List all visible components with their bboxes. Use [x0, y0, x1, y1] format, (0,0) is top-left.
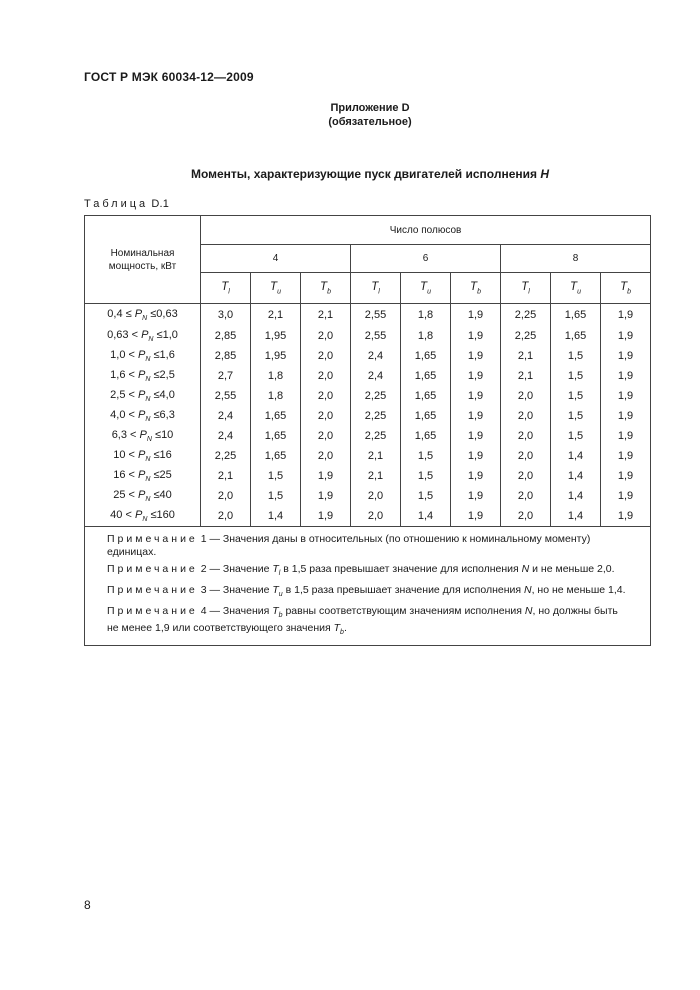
torque-symbol-header [601, 273, 651, 304]
range-op-high: ≤ [153, 408, 160, 421]
value-cell: 1,9 [451, 366, 501, 386]
value-cell: 1,95 [251, 346, 301, 366]
symbol-subscript: u [427, 288, 431, 296]
heading-design: H [540, 167, 550, 181]
power-symbol [138, 388, 151, 404]
range-op-low: < [128, 368, 135, 381]
range-op-high: ≤ [153, 488, 160, 501]
value-cell: 1,9 [601, 386, 651, 406]
power-symbol-letter: P [138, 468, 146, 481]
value-cell: 1,5 [401, 486, 451, 506]
value-cell: 1,9 [451, 466, 501, 486]
range-low: 10 [113, 448, 126, 461]
value-cell: 1,9 [601, 466, 651, 486]
value-cell: 1,4 [551, 486, 601, 506]
power-symbol [134, 307, 148, 323]
symbol-subscript: l [228, 288, 230, 296]
annex-status: (обязательное) [328, 116, 412, 128]
value-cell: 2,0 [201, 486, 251, 506]
note [107, 584, 632, 601]
range-op-low: ≤ [125, 307, 132, 320]
range-low: 40 [110, 508, 123, 521]
value-cell: 1,5 [401, 466, 451, 486]
torque-symbol-header [201, 273, 251, 304]
value-cell: 1,9 [601, 446, 651, 466]
value-cell: 1,8 [251, 366, 301, 386]
range-high: 2,5 [159, 368, 175, 381]
value-cell: 1,8 [251, 386, 301, 406]
torque-symbol [371, 280, 380, 296]
torque-symbol [521, 280, 530, 296]
torque-symbol [270, 280, 281, 296]
range-op-high: ≤ [153, 348, 160, 361]
note-text: . [343, 622, 347, 635]
torque-symbol [320, 280, 331, 296]
value-cell: 2,0 [301, 346, 351, 366]
note [107, 533, 632, 559]
symbol-letter: T [333, 622, 341, 635]
value-cell: 2,1 [351, 446, 401, 466]
pole-group-header: 4 [201, 245, 351, 273]
value-cell: 1,5 [251, 466, 301, 486]
torque-symbol [470, 280, 481, 296]
value-cell: 1,65 [251, 446, 301, 466]
range-high: 4,0 [159, 388, 175, 401]
table-row [85, 406, 651, 426]
power-symbol-letter: P [138, 348, 146, 361]
value-cell: 1,65 [401, 346, 451, 366]
symbol-letter: T [272, 605, 279, 618]
value-cell: 1,9 [601, 406, 651, 426]
note-number: 4 [200, 605, 207, 618]
note-number: 2 [200, 563, 207, 575]
table-row [85, 304, 651, 327]
value-cell: 2,1 [301, 304, 351, 327]
value-cell: 1,9 [601, 486, 651, 506]
range-low: 1,0 [110, 348, 126, 361]
range-op-low: < [128, 348, 135, 361]
symbol-subscript: b [627, 288, 631, 296]
power-symbol-subscript: N [148, 336, 154, 344]
torque-symbol-header [551, 273, 601, 304]
value-cell: 2,25 [351, 406, 401, 426]
power-range-cell [85, 346, 201, 366]
value-cell: 2,0 [501, 506, 551, 527]
value-cell: 1,9 [451, 426, 501, 446]
table-notes [85, 527, 651, 646]
range-high: 25 [159, 468, 172, 481]
table-row [85, 486, 651, 506]
value-cell: 1,9 [451, 486, 501, 506]
table-caption-number: D.1 [151, 198, 170, 210]
value-cell: 2,25 [501, 304, 551, 327]
value-cell: 2,0 [301, 446, 351, 466]
table-row [85, 506, 651, 527]
symbol-letter: T [521, 280, 529, 293]
value-cell: 1,9 [301, 486, 351, 506]
power-symbol-subscript: N [145, 456, 151, 464]
table-row [85, 466, 651, 486]
range-high: 16 [159, 448, 172, 461]
value-cell: 2,1 [251, 304, 301, 327]
note-text: , но должны быть не менее 1,9 или соответствующего значения [107, 605, 618, 635]
range-op-high: ≤ [153, 448, 160, 461]
range-high: 0,63 [156, 307, 178, 320]
symbol-subscript: b [477, 288, 481, 296]
value-cell: 2,0 [501, 406, 551, 426]
power-symbol-subscript: N [142, 315, 148, 323]
value-cell: 2,0 [201, 506, 251, 527]
power-range-cell [85, 466, 201, 486]
power-symbol-letter: P [138, 488, 146, 501]
standard-designation: ГОСТ Р МЭК 60034-12—2009 [84, 70, 254, 84]
value-cell: 1,4 [251, 506, 301, 527]
power-symbol [141, 328, 154, 344]
value-cell: 1,5 [551, 426, 601, 446]
note-text: — Значения даны в относительных (по отношению к номинальному моменту) единицах. [107, 533, 591, 558]
power-symbol-subscript: N [145, 376, 151, 384]
power-range-cell [85, 326, 201, 346]
power-symbol [139, 428, 152, 444]
value-cell: 1,5 [551, 366, 601, 386]
note-torque-symbol [272, 584, 283, 599]
value-cell: 1,5 [551, 406, 601, 426]
power-symbol-subscript: N [142, 516, 148, 524]
power-symbol [138, 488, 151, 504]
value-cell: 2,55 [351, 326, 401, 346]
power-symbol-letter: P [138, 408, 146, 421]
range-high: 160 [156, 508, 175, 521]
symbol-letter: T [620, 280, 628, 293]
value-cell: 2,7 [201, 366, 251, 386]
note-torque-symbol [333, 622, 344, 637]
value-cell: 2,4 [201, 406, 251, 426]
range-op-high: ≤ [153, 388, 160, 401]
value-cell: 3,0 [201, 304, 251, 327]
range-low: 0,4 [107, 307, 123, 320]
range-low: 6,3 [111, 428, 127, 441]
symbol-subscript: l [278, 570, 281, 578]
power-symbol-letter: P [138, 368, 146, 381]
range-op-low: < [128, 408, 135, 421]
table-row [85, 346, 651, 366]
power-symbol [134, 508, 148, 524]
range-high: 1,6 [159, 348, 175, 361]
value-cell: 2,0 [501, 486, 551, 506]
pole-group-header: 8 [501, 245, 651, 273]
value-cell: 2,0 [501, 446, 551, 466]
power-symbol-letter: P [141, 328, 149, 341]
value-cell: 2,0 [501, 426, 551, 446]
value-cell: 2,55 [351, 304, 401, 327]
value-cell: 1,9 [601, 366, 651, 386]
symbol-subscript: b [340, 629, 344, 637]
power-symbol [138, 348, 151, 364]
range-high: 40 [159, 488, 172, 501]
value-cell: 2,0 [301, 426, 351, 446]
value-cell: 2,0 [301, 406, 351, 426]
table-row [85, 446, 651, 466]
symbol-subscript: b [327, 288, 331, 296]
range-op-high: ≤ [153, 368, 160, 381]
starting-torque-table [84, 215, 651, 646]
value-cell: 1,9 [601, 346, 651, 366]
torque-symbol-header [301, 273, 351, 304]
value-cell: 1,4 [551, 506, 601, 527]
range-op-high: ≤ [155, 428, 162, 441]
note-label: Примечание [107, 533, 198, 545]
value-cell: 2,25 [351, 386, 401, 406]
range-low: 2,5 [110, 388, 126, 401]
symbol-letter: T [371, 280, 379, 293]
value-cell: 1,4 [551, 446, 601, 466]
value-cell: 2,25 [201, 446, 251, 466]
range-low: 16 [113, 468, 126, 481]
value-cell: 1,9 [451, 346, 501, 366]
value-cell: 1,4 [401, 506, 451, 527]
pole-group-header: 6 [351, 245, 501, 273]
range-op-high: ≤ [153, 468, 160, 481]
value-cell: 1,65 [401, 366, 451, 386]
power-range-cell [85, 506, 201, 527]
note-text: равны соответствующим значениям исполнения [282, 605, 525, 618]
power-symbol-subscript: N [145, 476, 151, 484]
value-cell: 2,0 [501, 466, 551, 486]
value-cell: 1,5 [401, 446, 451, 466]
note-label: Примечание [107, 563, 198, 575]
power-range-cell [85, 446, 201, 466]
torque-symbol [570, 280, 581, 296]
value-cell: 1,9 [451, 386, 501, 406]
value-cell: 2,0 [301, 386, 351, 406]
power-symbol [138, 408, 151, 424]
value-cell: 2,1 [501, 346, 551, 366]
torque-symbol-header [451, 273, 501, 304]
value-cell: 1,9 [451, 304, 501, 327]
value-cell: 1,65 [251, 406, 301, 426]
range-op-low: < [128, 388, 135, 401]
range-low: 1,6 [110, 368, 126, 381]
range-high: 10 [161, 428, 174, 441]
note-text: — Значение [206, 584, 273, 597]
note-design: N [521, 563, 530, 575]
table-row [85, 366, 651, 386]
value-cell: 1,65 [551, 326, 601, 346]
symbol-letter: T [272, 563, 279, 575]
value-cell: 1,5 [251, 486, 301, 506]
value-cell: 1,9 [301, 466, 351, 486]
value-cell: 1,65 [401, 406, 451, 426]
note-label: Примечание [107, 584, 198, 597]
symbol-letter: T [221, 280, 229, 293]
range-op-low: < [128, 468, 135, 481]
annex-block [0, 101, 700, 129]
symbol-subscript: u [278, 591, 283, 599]
range-low: 25 [113, 488, 126, 501]
power-symbol-letter: P [138, 448, 146, 461]
range-op-high: ≤ [156, 328, 163, 341]
note-design: N [524, 605, 533, 618]
value-cell: 1,5 [551, 386, 601, 406]
power-symbol [138, 368, 151, 384]
power-range-cell [85, 366, 201, 386]
power-symbol-letter: P [134, 307, 143, 320]
heading-text: Моменты, характеризующие пуск двигателей исполнения [190, 167, 538, 181]
range-op-low: < [130, 428, 137, 441]
value-cell: 1,9 [601, 326, 651, 346]
note-text: в 1,5 раза превышает значение для исполнения [282, 584, 524, 597]
page-number: 8 [84, 898, 91, 912]
value-cell: 2,1 [351, 466, 401, 486]
annex-title: Приложение D [330, 102, 410, 114]
value-cell: 2,0 [301, 366, 351, 386]
range-op-low: < [128, 448, 135, 461]
value-cell: 2,4 [351, 346, 401, 366]
note-text: , но не меньше 1,4. [531, 584, 626, 597]
note-number: 1 [200, 533, 207, 545]
symbol-subscript: l [378, 288, 380, 296]
value-cell: 2,0 [351, 506, 401, 527]
value-cell: 2,0 [351, 486, 401, 506]
note-design: N [523, 584, 532, 597]
torque-symbol-header [251, 273, 301, 304]
note-text: — Значения [206, 605, 273, 618]
value-cell: 1,9 [451, 326, 501, 346]
table-row [85, 326, 651, 346]
power-symbol-subscript: N [145, 416, 151, 424]
table-caption-word: Таблица [84, 198, 149, 210]
value-cell: 2,1 [201, 466, 251, 486]
range-op-low: < [128, 488, 135, 501]
value-cell: 1,5 [551, 346, 601, 366]
power-symbol-letter: P [139, 428, 147, 441]
row-header-power: Номинальная мощность, кВт [85, 216, 201, 304]
value-cell: 2,4 [351, 366, 401, 386]
symbol-subscript: u [577, 288, 581, 296]
range-low: 0,63 [107, 328, 129, 341]
note [107, 563, 632, 580]
group-header-poles: Число полюсов [201, 216, 651, 245]
value-cell: 2,25 [501, 326, 551, 346]
torque-symbol [620, 280, 631, 296]
power-range-cell [85, 426, 201, 446]
value-cell: 2,4 [201, 426, 251, 446]
note-text: в 1,5 раза превышает значение для исполнения [280, 563, 522, 575]
symbol-letter: T [270, 280, 278, 293]
value-cell: 1,65 [401, 426, 451, 446]
symbol-subscript: l [528, 288, 530, 296]
note-number: 3 [200, 584, 207, 597]
power-range-cell [85, 304, 201, 327]
torque-symbol-header [351, 273, 401, 304]
torque-symbol-header [501, 273, 551, 304]
range-low: 4,0 [110, 408, 126, 421]
range-op-high: ≤ [150, 508, 157, 521]
symbol-letter: T [272, 584, 279, 597]
power-symbol-subscript: N [145, 396, 151, 404]
range-op-high: ≤ [150, 307, 157, 320]
value-cell: 2,0 [301, 326, 351, 346]
power-range-cell [85, 486, 201, 506]
torque-symbol [420, 280, 431, 296]
note-text: и не меньше 2,0. [529, 563, 615, 575]
range-op-low: < [125, 508, 132, 521]
value-cell: 2,1 [501, 366, 551, 386]
symbol-letter: T [570, 280, 578, 293]
symbol-letter: T [470, 280, 478, 293]
value-cell: 1,8 [401, 304, 451, 327]
value-cell: 2,85 [201, 346, 251, 366]
power-range-cell [85, 386, 201, 406]
value-cell: 2,25 [351, 426, 401, 446]
power-symbol-letter: P [138, 388, 146, 401]
range-high: 6,3 [159, 408, 175, 421]
power-symbol [138, 448, 151, 464]
power-symbol-subscript: N [146, 436, 152, 444]
power-symbol [138, 468, 151, 484]
note-torque-symbol [272, 605, 283, 620]
value-cell: 1,65 [251, 426, 301, 446]
power-symbol-subscript: N [145, 496, 151, 504]
note-text: — Значение [206, 563, 273, 575]
value-cell: 1,9 [601, 304, 651, 327]
power-symbol-letter: P [134, 508, 143, 521]
value-cell: 1,9 [451, 506, 501, 527]
symbol-subscript: u [277, 288, 281, 296]
power-symbol-subscript: N [145, 356, 151, 364]
value-cell: 2,85 [201, 326, 251, 346]
symbol-letter: T [320, 280, 328, 293]
range-high: 1,0 [162, 328, 178, 341]
note [107, 605, 632, 639]
table-row [85, 386, 651, 406]
value-cell: 1,9 [301, 506, 351, 527]
value-cell: 1,65 [401, 386, 451, 406]
table-row [85, 426, 651, 446]
value-cell: 2,55 [201, 386, 251, 406]
section-heading [0, 167, 700, 181]
value-cell: 1,9 [601, 426, 651, 446]
value-cell: 1,9 [601, 506, 651, 527]
value-cell: 2,0 [501, 386, 551, 406]
torque-symbol-header [401, 273, 451, 304]
note-label: Примечание [107, 605, 198, 618]
range-op-low: < [131, 328, 139, 341]
value-cell: 1,9 [451, 406, 501, 426]
table-caption [84, 198, 169, 210]
symbol-letter: T [420, 280, 428, 293]
symbol-subscript: b [278, 612, 283, 620]
power-range-cell [85, 406, 201, 426]
value-cell: 1,8 [401, 326, 451, 346]
value-cell: 1,4 [551, 466, 601, 486]
torque-symbol [221, 280, 230, 296]
value-cell: 1,65 [551, 304, 601, 327]
value-cell: 1,95 [251, 326, 301, 346]
value-cell: 1,9 [451, 446, 501, 466]
